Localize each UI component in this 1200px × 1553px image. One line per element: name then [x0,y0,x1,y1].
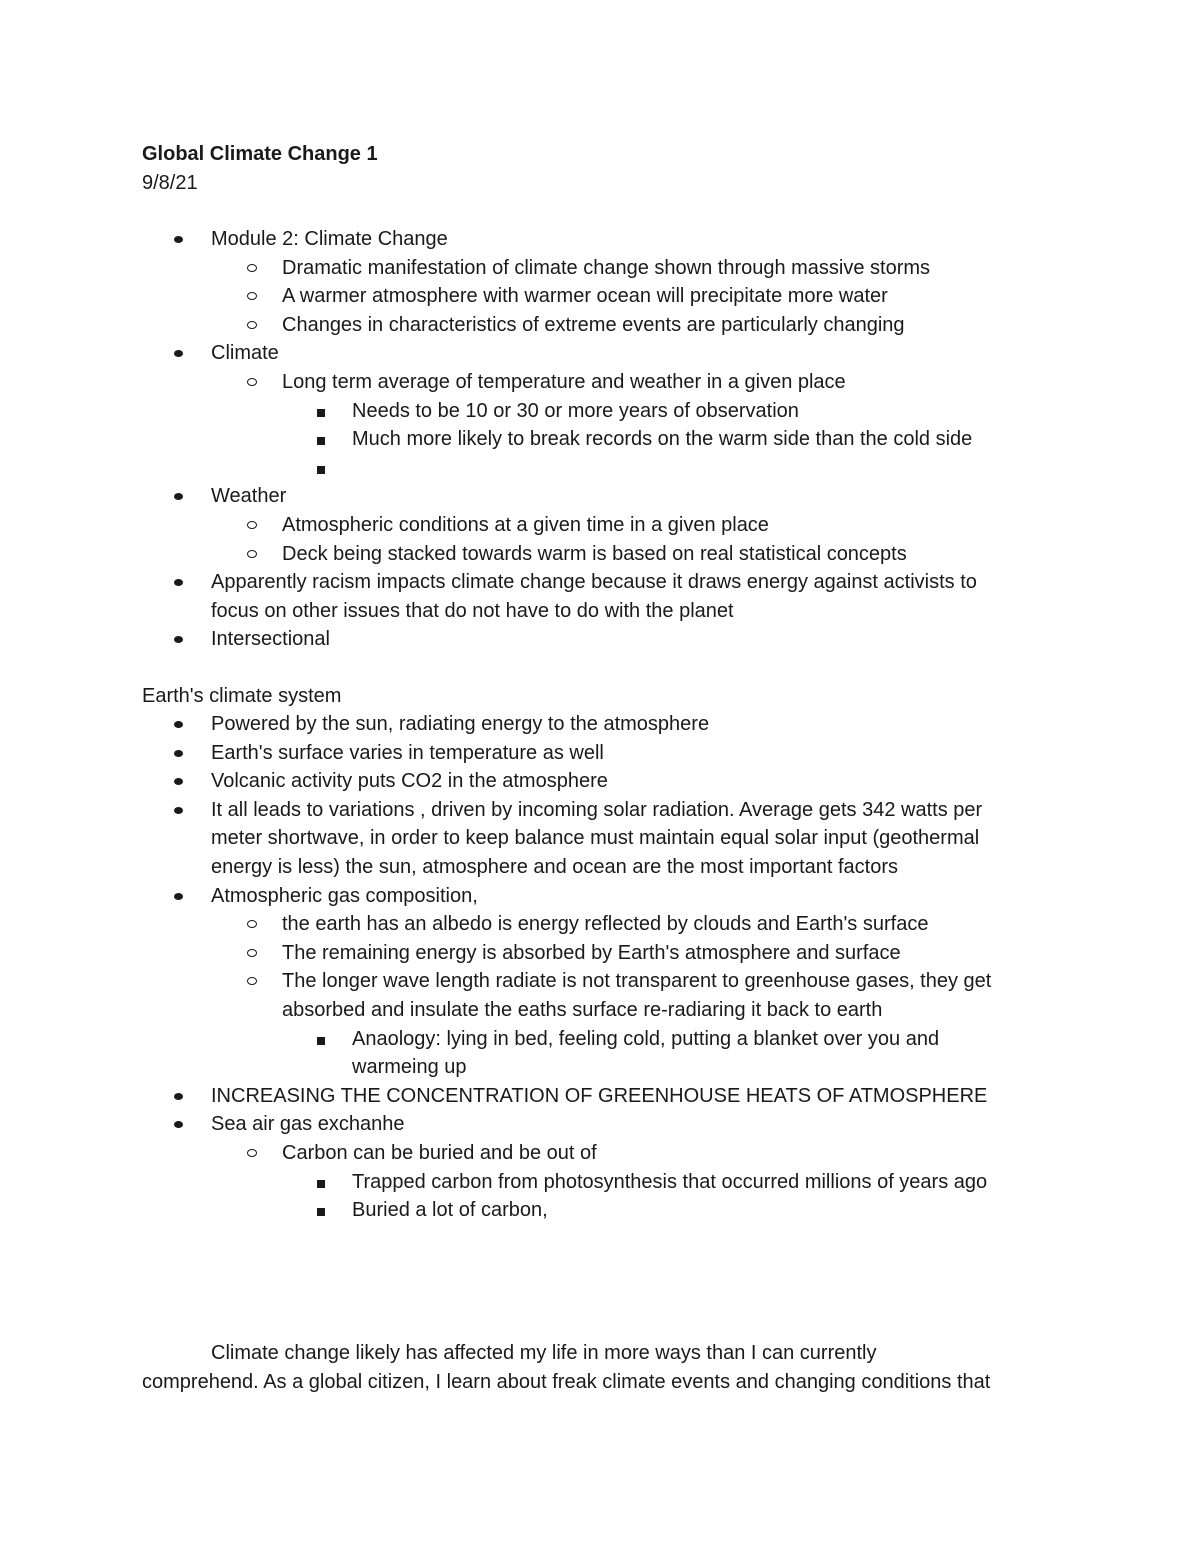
bullet-circle-icon [247,977,257,985]
bullet-circle-icon [247,1149,257,1157]
list-item-text: Much more likely to break records on the warm side than the cold side [352,428,973,451]
list-item-text: Apparently racism impacts climate change because it draws energy against activists to [211,571,977,594]
list-item-text: Volcanic activity puts CO2 in the atmosphere [211,770,608,793]
bullet-disc-icon [174,807,183,814]
list-item-text: energy is less) the sun, atmosphere and ocean are the most important factors [211,856,899,878]
bullet-circle-icon [247,521,257,529]
bullet-disc-icon [174,636,183,643]
bullet-square-icon [317,437,325,445]
bullet-square-icon [317,1037,325,1045]
list-item-text: Dramatic manifestation of climate change shown through massive storms [282,256,931,279]
bullet-disc-icon [174,493,183,500]
list-item-text: warmeing up [352,1056,467,1079]
bullet-circle-icon [247,920,257,928]
bullet-square-icon [317,1208,325,1216]
list-item-text: Changes in characteristics of extreme events are particularly changing [282,313,905,336]
bullet-square-icon [317,466,325,474]
bullet-square-icon [317,1180,325,1188]
list-item-text: Weather [211,485,287,508]
list-item-text: focus on other issues that do not have to do with the planet [211,599,734,622]
list-item-text: the earth has an albedo is energy reflected by clouds and Earth's surface [282,913,929,936]
list-item-text: The longer wave length radiate is not transparent to greenhouse gases, they get [282,970,992,993]
bullet-circle-icon [247,321,257,329]
bullet-disc-icon [174,579,183,586]
list-item-text: Long term average of temperature and weather in a given place [282,371,846,393]
bullet-disc-icon [174,893,183,900]
list-item-text: Carbon can be buried and be out of [282,1142,597,1164]
bullet-circle-icon [247,949,257,957]
bullet-disc-icon [174,721,183,728]
list-item-text: Climate [211,342,279,365]
list-item-text: Needs to be 10 or 30 or more years of observation [352,399,799,422]
bullet-disc-icon [174,236,183,243]
list-item-text: INCREASING THE CONCENTRATION OF GREENHOUSE HEATS OF ATMOSPHERE [211,1084,988,1107]
list-item-text: Atmospheric gas composition, [211,884,478,907]
list-item-text: Sea air gas exchanhe [211,1113,405,1136]
bullet-circle-icon [247,378,257,386]
list-item-text: Atmospheric conditions at a given time in a given place [282,514,769,536]
list-item-text: Intersectional [211,628,330,651]
list-item-text: Module 2: Climate Change [211,228,448,250]
list-item-text: meter shortwave, in order to keep balance must maintain equal solar input (geothermal [211,827,980,850]
bullet-circle-icon [247,264,257,272]
list-item-text: Deck being stacked towards warm is based on real statistical concepts [282,542,907,565]
list-item-text: Earth's surface varies in temperature as well [211,741,604,764]
bullet-square-icon [317,409,325,417]
list-item-text: absorbed and insulate the eaths surface re-radiaring it back to earth [282,999,883,1021]
bullet-disc-icon [174,778,183,785]
list-item-text: A warmer atmosphere with warmer ocean will precipitate more water [282,285,888,308]
document-page: Global Climate Change 1 9/8/21 Module 2: Climate Change Dramatic manifestation of climate change shown through massive storms A warmer atmosphere with warmer ocean will precipitate more water Changes in characteristics of extreme events are particularly changing Climate Long term average of temperature and weather in a given place Needs to be 10 or 30 or more years of observation Much more likely to break records on the warm side than the cold side Weather Atmospheric conditions at a given time in a given place Deck being stacked towards warm is based on real statistical concepts Apparently racism impacts climate change because it draws energy against activists to focus on other issues that do not have to do with the planet Intersectional Earth's climate system Powered by the sun, radiating energy to the atmosphere Earth's surface varies in temperature as well Volcanic activity puts CO2 in the atmosphere It all leads to variations , driven by incoming solar radiation. Average gets 342 watts per meter shortwave, in order to keep balance must maintain equal solar input (geothermal energy is less) the sun, atmosphere and ocean are the most important factors Atmospheric gas composition, the earth has an albedo is energy reflected by clouds and Earth's surface The remaining energy is absorbed by Earth's atmosphere and surface The longer wave length radiate is not transparent to greenhouse gases, they get absorbed and insulate the eaths surface re-radiaring it back to earth Anaology: lying in bed, feeling cold, putting a blanket over you and warmeing up INCREASING THE CONCENTRATION OF GREENHOUSE HEATS OF ATMOSPHERE Sea air gas exchanhe Carbon can be buried and be out of Trapped carbon from photosynthesis that occurred millions of years ago Buried a lot of carbon, Climate change likely has affected my life in more ways than I can currently comprehend. As a global citizen, I learn about freak climate events and changing conditions that [0,0,1200,1553]
list-item-text: Anaology: lying in bed, feeling cold, putting a blanket over you and [352,1027,940,1050]
document-title: Global Climate Change 1 [142,143,378,165]
bullet-disc-icon [174,350,183,357]
list-item-text: Powered by the sun, radiating energy to the atmosphere [211,713,710,735]
bullet-circle-icon [247,550,257,558]
bullet-disc-icon [174,1093,183,1100]
bullet-disc-icon [174,1121,183,1128]
list-item-text: It all leads to variations , driven by incoming solar radiation. Average gets 342 watts per [211,798,983,821]
bullet-disc-icon [174,750,183,757]
list-item-text: The remaining energy is absorbed by Earth's atmosphere and surface [282,941,901,964]
list-item-text: Buried a lot of carbon, [352,1199,548,1222]
bullet-circle-icon [247,292,257,300]
list-item-text: Trapped carbon from photosynthesis that occurred millions of years ago [352,1170,988,1193]
